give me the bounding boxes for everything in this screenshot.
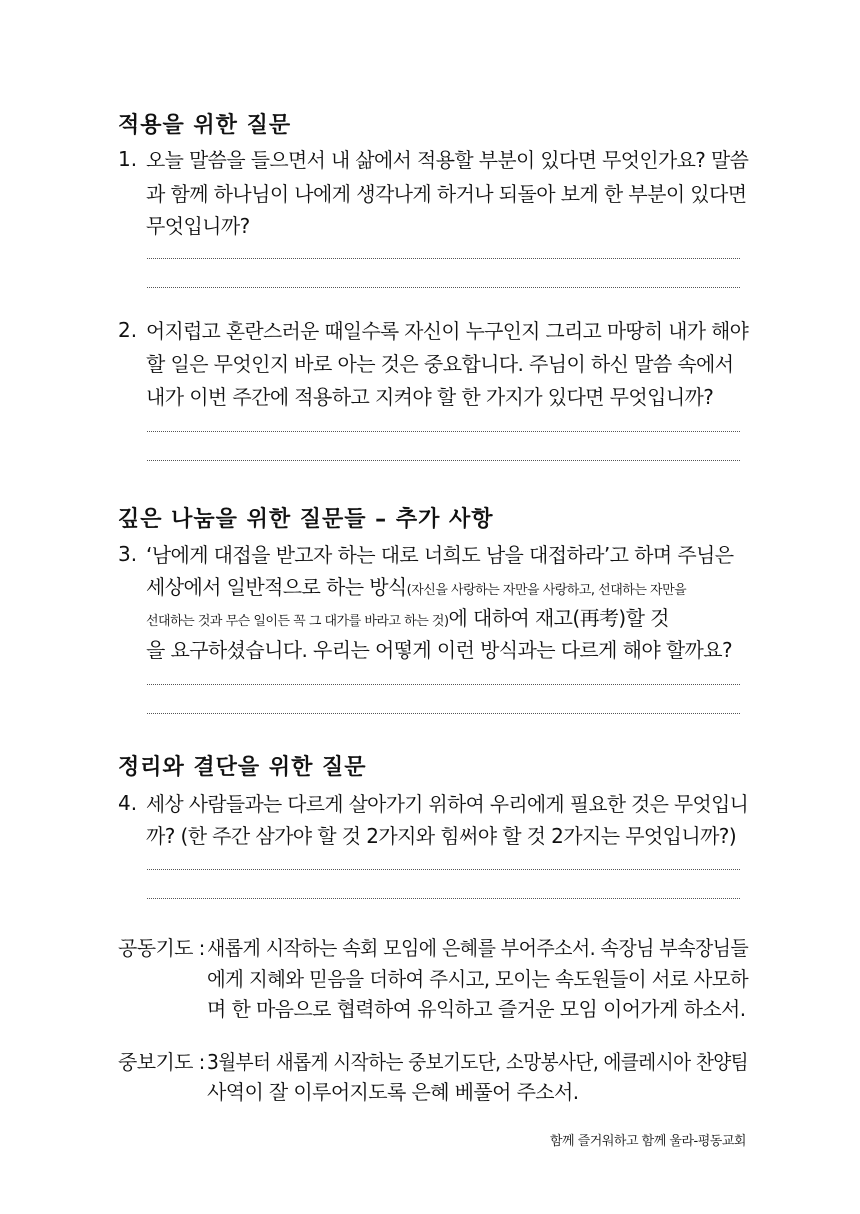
question-text-main: 세상에서 일반적으로 하는 방식	[146, 575, 407, 599]
question-text-line: 할 일은 무엇인지 바로 아는 것은 중요합니다. 주님이 하신 말씀 속에서	[146, 352, 734, 376]
prayer-text-line: 새롭게 시작하는 속회 모임에 은혜를 부어주소서. 속장님 부속장님들	[207, 936, 749, 960]
question-text-line	[146, 573, 686, 605]
prayer-text-line: 며 한 마음으로 협력하여 유익하고 즐거운 모임 이어가게 하소서.	[207, 997, 746, 1021]
question-text-main: 에 대하여 재고(再考)할 것	[448, 606, 669, 630]
question-text-line: 오늘 말씀을 들으면서 내 삶에서 적용할 부분이 있다면 무엇인가요? 말씀	[146, 148, 749, 172]
section-heading-decision: 정리와 결단을 위한 질문	[118, 755, 367, 780]
answer-line[interactable]	[147, 287, 740, 288]
answer-line[interactable]	[147, 258, 740, 259]
question-text-line	[146, 604, 669, 636]
question-text-line: 까? (한 주간 삼가야 할 것 2가지와 힘써야 할 것 2가지는 무엇입니까?)	[146, 824, 737, 848]
question-number: 3.	[118, 542, 138, 566]
question-text-line: 을 요구하셨습니다. 우리는 어떻게 이런 방식과는 다르게 해야 할까요?	[146, 638, 732, 662]
question-text-line: ‘남에게 대접을 받고자 하는 대로 너희도 남을 대접하라’고 하며 주님은	[146, 543, 734, 567]
question-text-aside: 선대하는 것과 무슨 일이든 꼭 그 대가를 바라고 하는 것)	[146, 614, 449, 629]
question-text-line: 과 함께 하나님이 나에게 생각나게 하거나 되돌아 보게 한 부분이 있다면	[146, 182, 747, 206]
prayer-text-line: 에게 지혜와 믿음을 더하여 주시고, 모이는 속도원들이 서로 사모하	[207, 967, 749, 991]
question-number: 1.	[118, 147, 138, 171]
prayer-label: 중보기도 :	[118, 1050, 205, 1074]
question-text-line: 세상 사람들과는 다르게 살아가기 위하여 우리에게 필요한 것은 무엇입니	[146, 792, 749, 816]
answer-line[interactable]	[147, 869, 740, 870]
prayer-label: 공동기도 :	[118, 936, 205, 960]
question-text-line: 내가 이번 주간에 적용하고 지켜야 할 한 가지가 있다면 무엇입니까?	[146, 385, 714, 409]
page-footer: 함께 즐거워하고 함께 울라-평동교회	[550, 1134, 746, 1149]
question-text-line: 무엇입니까?	[146, 214, 250, 238]
question-text-aside: (자신을 사랑하는 자만을 사랑하고, 선대하는 자만을	[406, 583, 687, 598]
section-heading-deep-sharing: 깊은 나눔을 위한 질문들 – 추가 사항	[118, 507, 494, 532]
answer-line[interactable]	[147, 460, 740, 461]
answer-line[interactable]	[147, 431, 740, 432]
question-number: 2.	[118, 318, 138, 342]
section-heading-application: 적용을 위한 질문	[118, 113, 292, 138]
prayer-text-line: 사역이 잘 이루어지도록 은혜 베풀어 주소서.	[207, 1080, 579, 1104]
question-text-line: 어지럽고 혼란스러운 때일수록 자신이 누구인지 그리고 마땅히 내가 해야	[146, 319, 749, 343]
answer-line[interactable]	[147, 713, 740, 714]
answer-line[interactable]	[147, 684, 740, 685]
prayer-text-line: 3월부터 새롭게 시작하는 중보기도단, 소망봉사단, 에클레시아 찬양팀	[207, 1050, 748, 1074]
question-number: 4.	[118, 791, 138, 815]
answer-line[interactable]	[147, 898, 740, 899]
